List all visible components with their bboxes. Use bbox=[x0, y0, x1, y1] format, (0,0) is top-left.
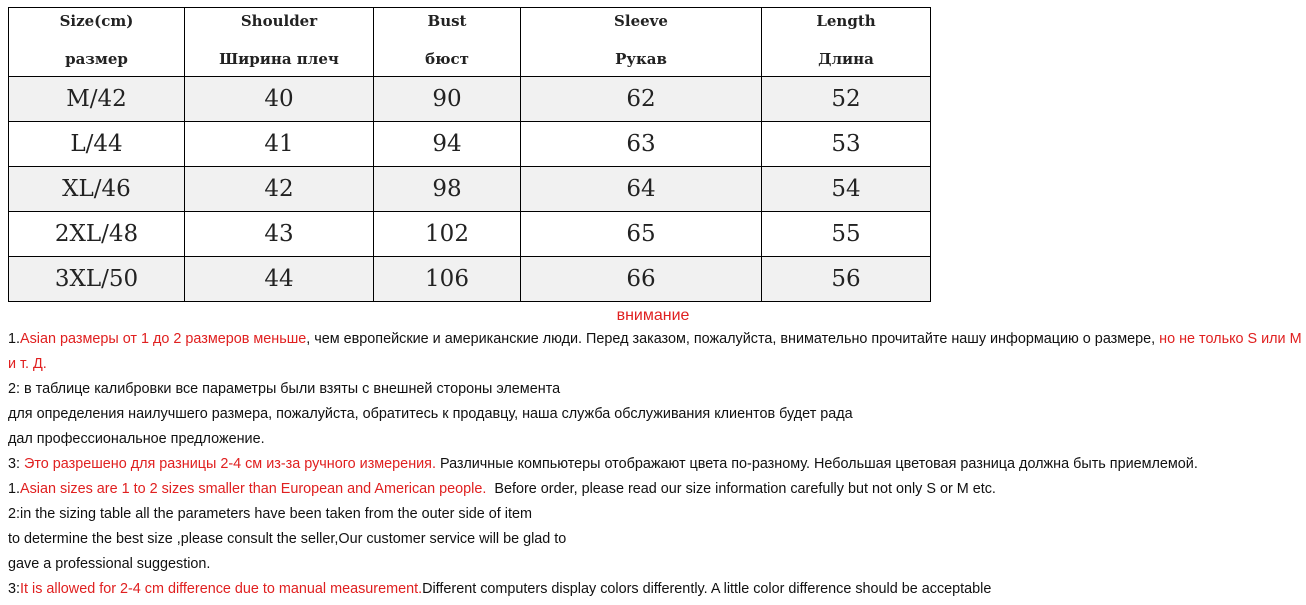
note-en-1 bbox=[8, 477, 1302, 502]
note-ru-2b: для определения наилучшего размера, пожалуйста, обратитесь к продавцу, наша служба обслуживания клиентов будет рада bbox=[8, 406, 853, 422]
note-en-3-prefix: 3: bbox=[8, 581, 21, 597]
attention-label: внимание bbox=[616, 307, 690, 324]
note-ru-3-text: Различные компьютеры отображают цвета по-разному. Небольшая цветовая разница должна быть приемлемой. bbox=[435, 456, 1198, 472]
cell-bust: 102 bbox=[374, 212, 521, 257]
cell-sleeve: 64 bbox=[521, 167, 762, 212]
note-ru-1 bbox=[8, 327, 1302, 377]
cell-bust: 94 bbox=[374, 122, 521, 167]
table-row bbox=[9, 77, 931, 122]
header-shoulder-ru: Ширина плеч bbox=[219, 50, 339, 68]
note-ru-3 bbox=[8, 452, 1302, 477]
header-sleeve-ru: Рукав bbox=[615, 50, 667, 68]
cell-shoulder: 41 bbox=[185, 122, 374, 167]
header-length-ru: Длина bbox=[818, 50, 874, 68]
cell-shoulder: 44 bbox=[185, 257, 374, 302]
cell-sleeve: 66 bbox=[521, 257, 762, 302]
header-length bbox=[762, 8, 931, 77]
note-en-2c: gave a professional suggestion. bbox=[8, 556, 211, 572]
note-ru-3-prefix: 3: bbox=[8, 456, 24, 472]
cell-shoulder: 40 bbox=[185, 77, 374, 122]
note-en-2b: to determine the best size ,please consult the seller,Our customer service will be glad to bbox=[8, 531, 567, 547]
cell-bust: 98 bbox=[374, 167, 521, 212]
table-row bbox=[9, 212, 931, 257]
header-sleeve-en: Sleeve bbox=[614, 12, 668, 30]
table-row bbox=[9, 257, 931, 302]
note-en-3 bbox=[8, 577, 1302, 602]
cell-sleeve: 62 bbox=[521, 77, 762, 122]
table-row bbox=[9, 122, 931, 167]
cell-size: M/42 bbox=[9, 77, 185, 122]
cell-sleeve: 63 bbox=[521, 122, 762, 167]
cell-size: XL/46 bbox=[9, 167, 185, 212]
note-en-3-red: It is allowed for 2-4 cm difference due to manual measurement. bbox=[20, 581, 423, 597]
header-size-ru: размер bbox=[65, 50, 128, 68]
note-ru-1-red2: но не только S или M и т. Д. bbox=[8, 331, 1302, 372]
header-sleeve bbox=[521, 8, 762, 77]
header-size bbox=[9, 8, 185, 77]
cell-length: 55 bbox=[762, 212, 931, 257]
header-shoulder-en: Shoulder bbox=[240, 12, 318, 30]
cell-length: 56 bbox=[762, 257, 931, 302]
cell-size: L/44 bbox=[9, 122, 185, 167]
cell-shoulder: 43 bbox=[185, 212, 374, 257]
size-chart-table bbox=[8, 7, 931, 302]
note-en-3-text: Different computers display colors differently. A little color difference should be acceptable bbox=[422, 581, 992, 597]
note-en-1-text: Before order, please read our size information carefully but not only S or M etc. bbox=[486, 481, 996, 497]
header-bust bbox=[374, 8, 521, 77]
header-length-en: Length bbox=[816, 12, 876, 30]
note-ru-3-red: Это разрешено для разницы 2-4 см из-за ручного измерения. bbox=[24, 456, 436, 472]
size-notes bbox=[8, 305, 1302, 602]
attention-heading bbox=[8, 305, 1298, 327]
table-row bbox=[9, 167, 931, 212]
note-ru-1-red1: Asian размеры от 1 до 2 размеров меньше bbox=[20, 331, 307, 347]
note-ru-1-prefix: 1. bbox=[8, 331, 21, 347]
cell-size: 2XL/48 bbox=[9, 212, 185, 257]
header-size-en: Size(cm) bbox=[59, 12, 134, 30]
note-ru-2c: дал профессиональное предложение. bbox=[8, 431, 265, 447]
cell-shoulder: 42 bbox=[185, 167, 374, 212]
cell-length: 52 bbox=[762, 77, 931, 122]
note-ru-1-text: , чем европейские и американские люди. Перед заказом, пожалуйста, внимательно прочитайте нашу информацию о размере, bbox=[306, 331, 1160, 347]
cell-length: 53 bbox=[762, 122, 931, 167]
header-bust-en: Bust bbox=[427, 12, 467, 30]
header-bust-ru: бюст bbox=[425, 50, 469, 68]
note-en-2a: 2:in the sizing table all the parameters have been taken from the outer side of item bbox=[8, 506, 532, 522]
table-header-row bbox=[9, 8, 931, 77]
note-ru-2a: 2: в таблице калибровки все параметры были взяты с внешней стороны элемента bbox=[8, 381, 561, 397]
cell-length: 54 bbox=[762, 167, 931, 212]
cell-bust: 106 bbox=[374, 257, 521, 302]
note-en-1-red: Asian sizes are 1 to 2 sizes smaller than European and American people. bbox=[20, 481, 487, 497]
cell-bust: 90 bbox=[374, 77, 521, 122]
note-en-1-prefix: 1. bbox=[8, 481, 21, 497]
cell-size: 3XL/50 bbox=[9, 257, 185, 302]
cell-sleeve: 65 bbox=[521, 212, 762, 257]
header-shoulder bbox=[185, 8, 374, 77]
